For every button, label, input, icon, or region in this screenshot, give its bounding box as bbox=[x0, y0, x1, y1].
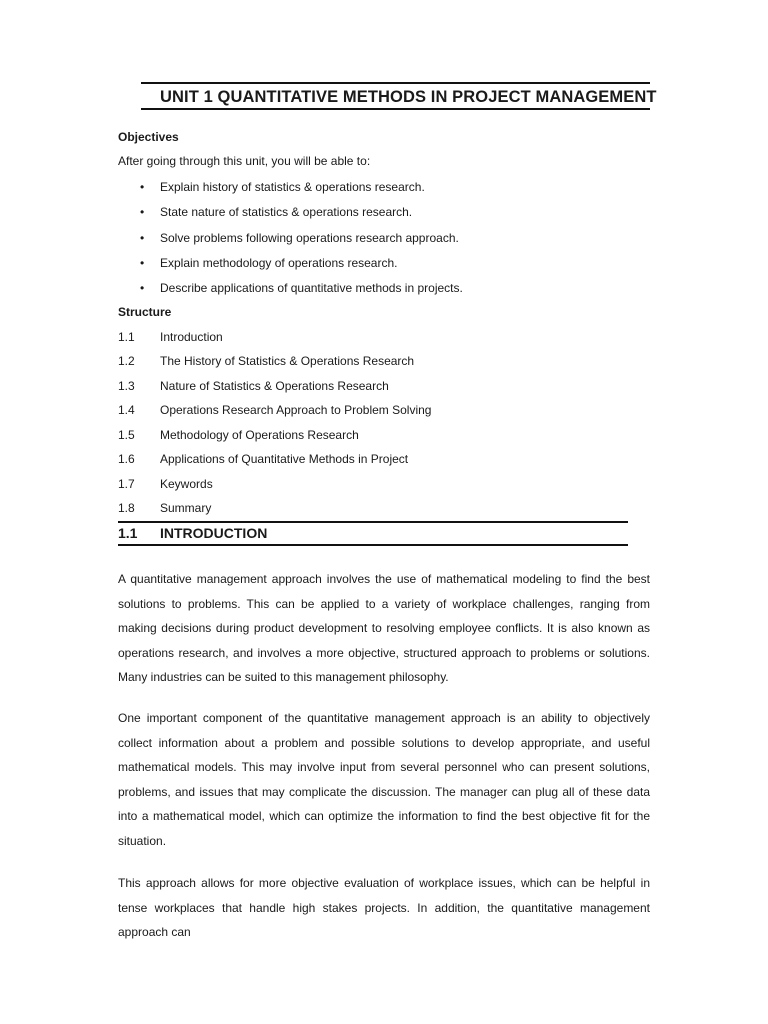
title-bottom-rule bbox=[141, 108, 650, 110]
structure-item-number: 1.1 bbox=[118, 330, 135, 344]
structure-item-number: 1.5 bbox=[118, 428, 135, 442]
structure-item-title: Introduction bbox=[160, 330, 223, 344]
structure-item-title: Nature of Statistics & Operations Research bbox=[160, 379, 389, 393]
structure-item-title: Operations Research Approach to Problem Solving bbox=[160, 403, 432, 417]
bullet-icon: • bbox=[140, 205, 145, 219]
structure-item-title: Summary bbox=[160, 501, 212, 515]
structure-item-title: Applications of Quantitative Methods in Project bbox=[160, 452, 409, 466]
structure-item-title: Methodology of Operations Research bbox=[160, 428, 359, 442]
title-top-rule bbox=[141, 82, 650, 84]
bullet-icon: • bbox=[140, 281, 145, 295]
structure-item-title: The History of Statistics & Operations Research bbox=[160, 354, 415, 368]
objective-text: Explain history of statistics & operations research. bbox=[160, 180, 425, 194]
objectives-heading: Objectives bbox=[118, 130, 179, 144]
structure-item-number: 1.7 bbox=[118, 477, 135, 491]
section-title: INTRODUCTION bbox=[160, 525, 268, 541]
section-top-rule bbox=[118, 521, 628, 523]
structure-heading: Structure bbox=[118, 305, 172, 319]
section-bottom-rule bbox=[118, 544, 628, 546]
bullet-icon: • bbox=[140, 180, 145, 194]
body-paragraph: One important component of the quantitative management approach is an ability to objectively collect information about a problem and possible solutions to develop appropriate, and useful mathematical models. This may involve input from several personnel who can present solutions, problems, and issues that may complicate the discussion. The manager can plug all of these data into a mathematical model, which can optimize the information to find the best objective fit for the situation. bbox=[118, 711, 650, 848]
bullet-icon: • bbox=[140, 231, 145, 245]
objective-text: Explain methodology of operations research. bbox=[160, 256, 398, 270]
structure-item-number: 1.3 bbox=[118, 379, 135, 393]
section-number: 1.1 bbox=[118, 525, 138, 541]
body-paragraph: A quantitative management approach involves the use of mathematical modeling to find the best solutions to problems. This can be applied to a variety of workplace challenges, ranging from making decisions during product development to resolving employee conflicts. It is also known as operations research, and involves a more objective, structured approach to problems or solutions. Many industries can be suited to this management philosophy. bbox=[118, 572, 650, 685]
structure-item-number: 1.8 bbox=[118, 501, 135, 515]
structure-item-number: 1.2 bbox=[118, 354, 135, 368]
structure-item-number: 1.4 bbox=[118, 403, 135, 417]
body-paragraph: This approach allows for more objective evaluation of workplace issues, which can be helpful in tense workplaces that handle high stakes projects. In addition, the quantitative management approach can bbox=[118, 876, 650, 940]
objective-text: Solve problems following operations research approach. bbox=[160, 231, 459, 245]
structure-item-number: 1.6 bbox=[118, 452, 135, 466]
bullet-icon: • bbox=[140, 256, 145, 270]
structure-item-title: Keywords bbox=[160, 477, 213, 491]
objective-text: State nature of statistics & operations research. bbox=[160, 205, 413, 219]
objective-text: Describe applications of quantitative methods in projects. bbox=[160, 281, 463, 295]
unit-title: UNIT 1 QUANTITATIVE METHODS IN PROJECT MANAGEMENT bbox=[160, 88, 657, 106]
objectives-intro: After going through this unit, you will be able to: bbox=[118, 154, 371, 168]
